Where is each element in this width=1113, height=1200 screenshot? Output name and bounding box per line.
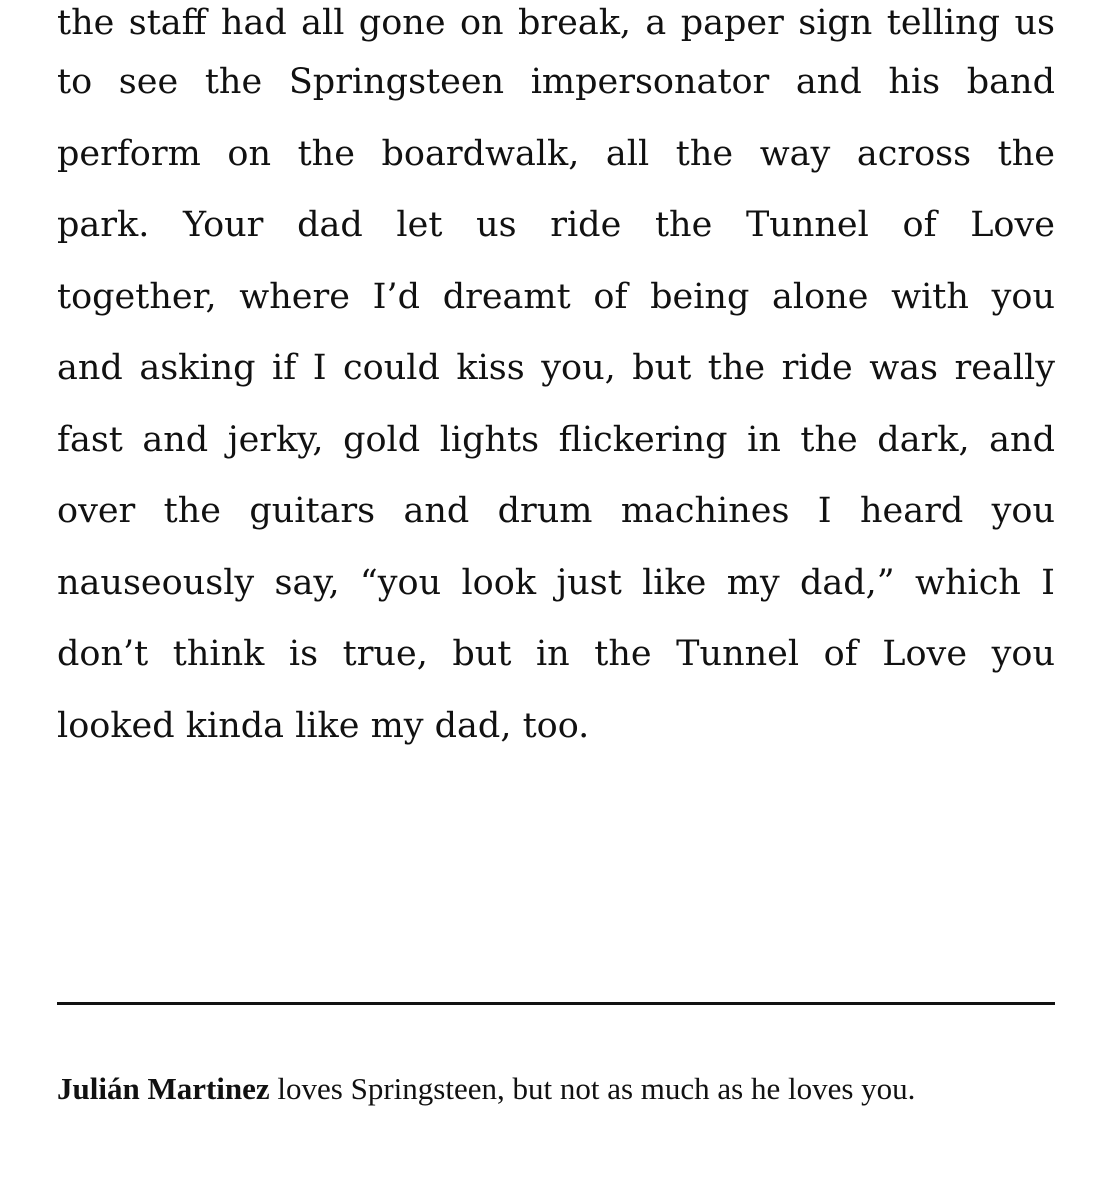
story-line: don’t think is true, but in the Tunnel of Love you — [57, 634, 1055, 674]
story-line: fast and jerky, gold lights flickering in the dark, and — [57, 419, 1055, 460]
author-bio-text: loves Springsteen, but not as much as he loves you. — [269, 1071, 916, 1106]
story-line: looked kinda like my dad, too. — [57, 705, 590, 746]
story-line: park. Your dad let us ride the Tunnel of Love — [57, 205, 1055, 245]
story-line: the staff had all gone on break, a paper sign telling us — [57, 3, 1055, 43]
author-bio — [57, 1062, 1055, 1116]
story-line: together, where I’d dreamt of being alone with you — [57, 276, 1055, 317]
story-line: nauseously say, “you look just like my dad,” which I — [57, 562, 1055, 603]
story-line: over the guitars and drum machines I heard you — [57, 491, 1055, 531]
story-line: perform on the boardwalk, all the way across the — [57, 133, 1055, 174]
section-divider — [57, 1002, 1055, 1005]
author-name: Julián Martinez — [57, 1071, 270, 1106]
story-line: and asking if I could kiss you, but the ride was really — [57, 348, 1055, 388]
story-line: to see the Springsteen impersonator and his band — [57, 62, 1055, 102]
story-body — [57, 0, 1055, 762]
